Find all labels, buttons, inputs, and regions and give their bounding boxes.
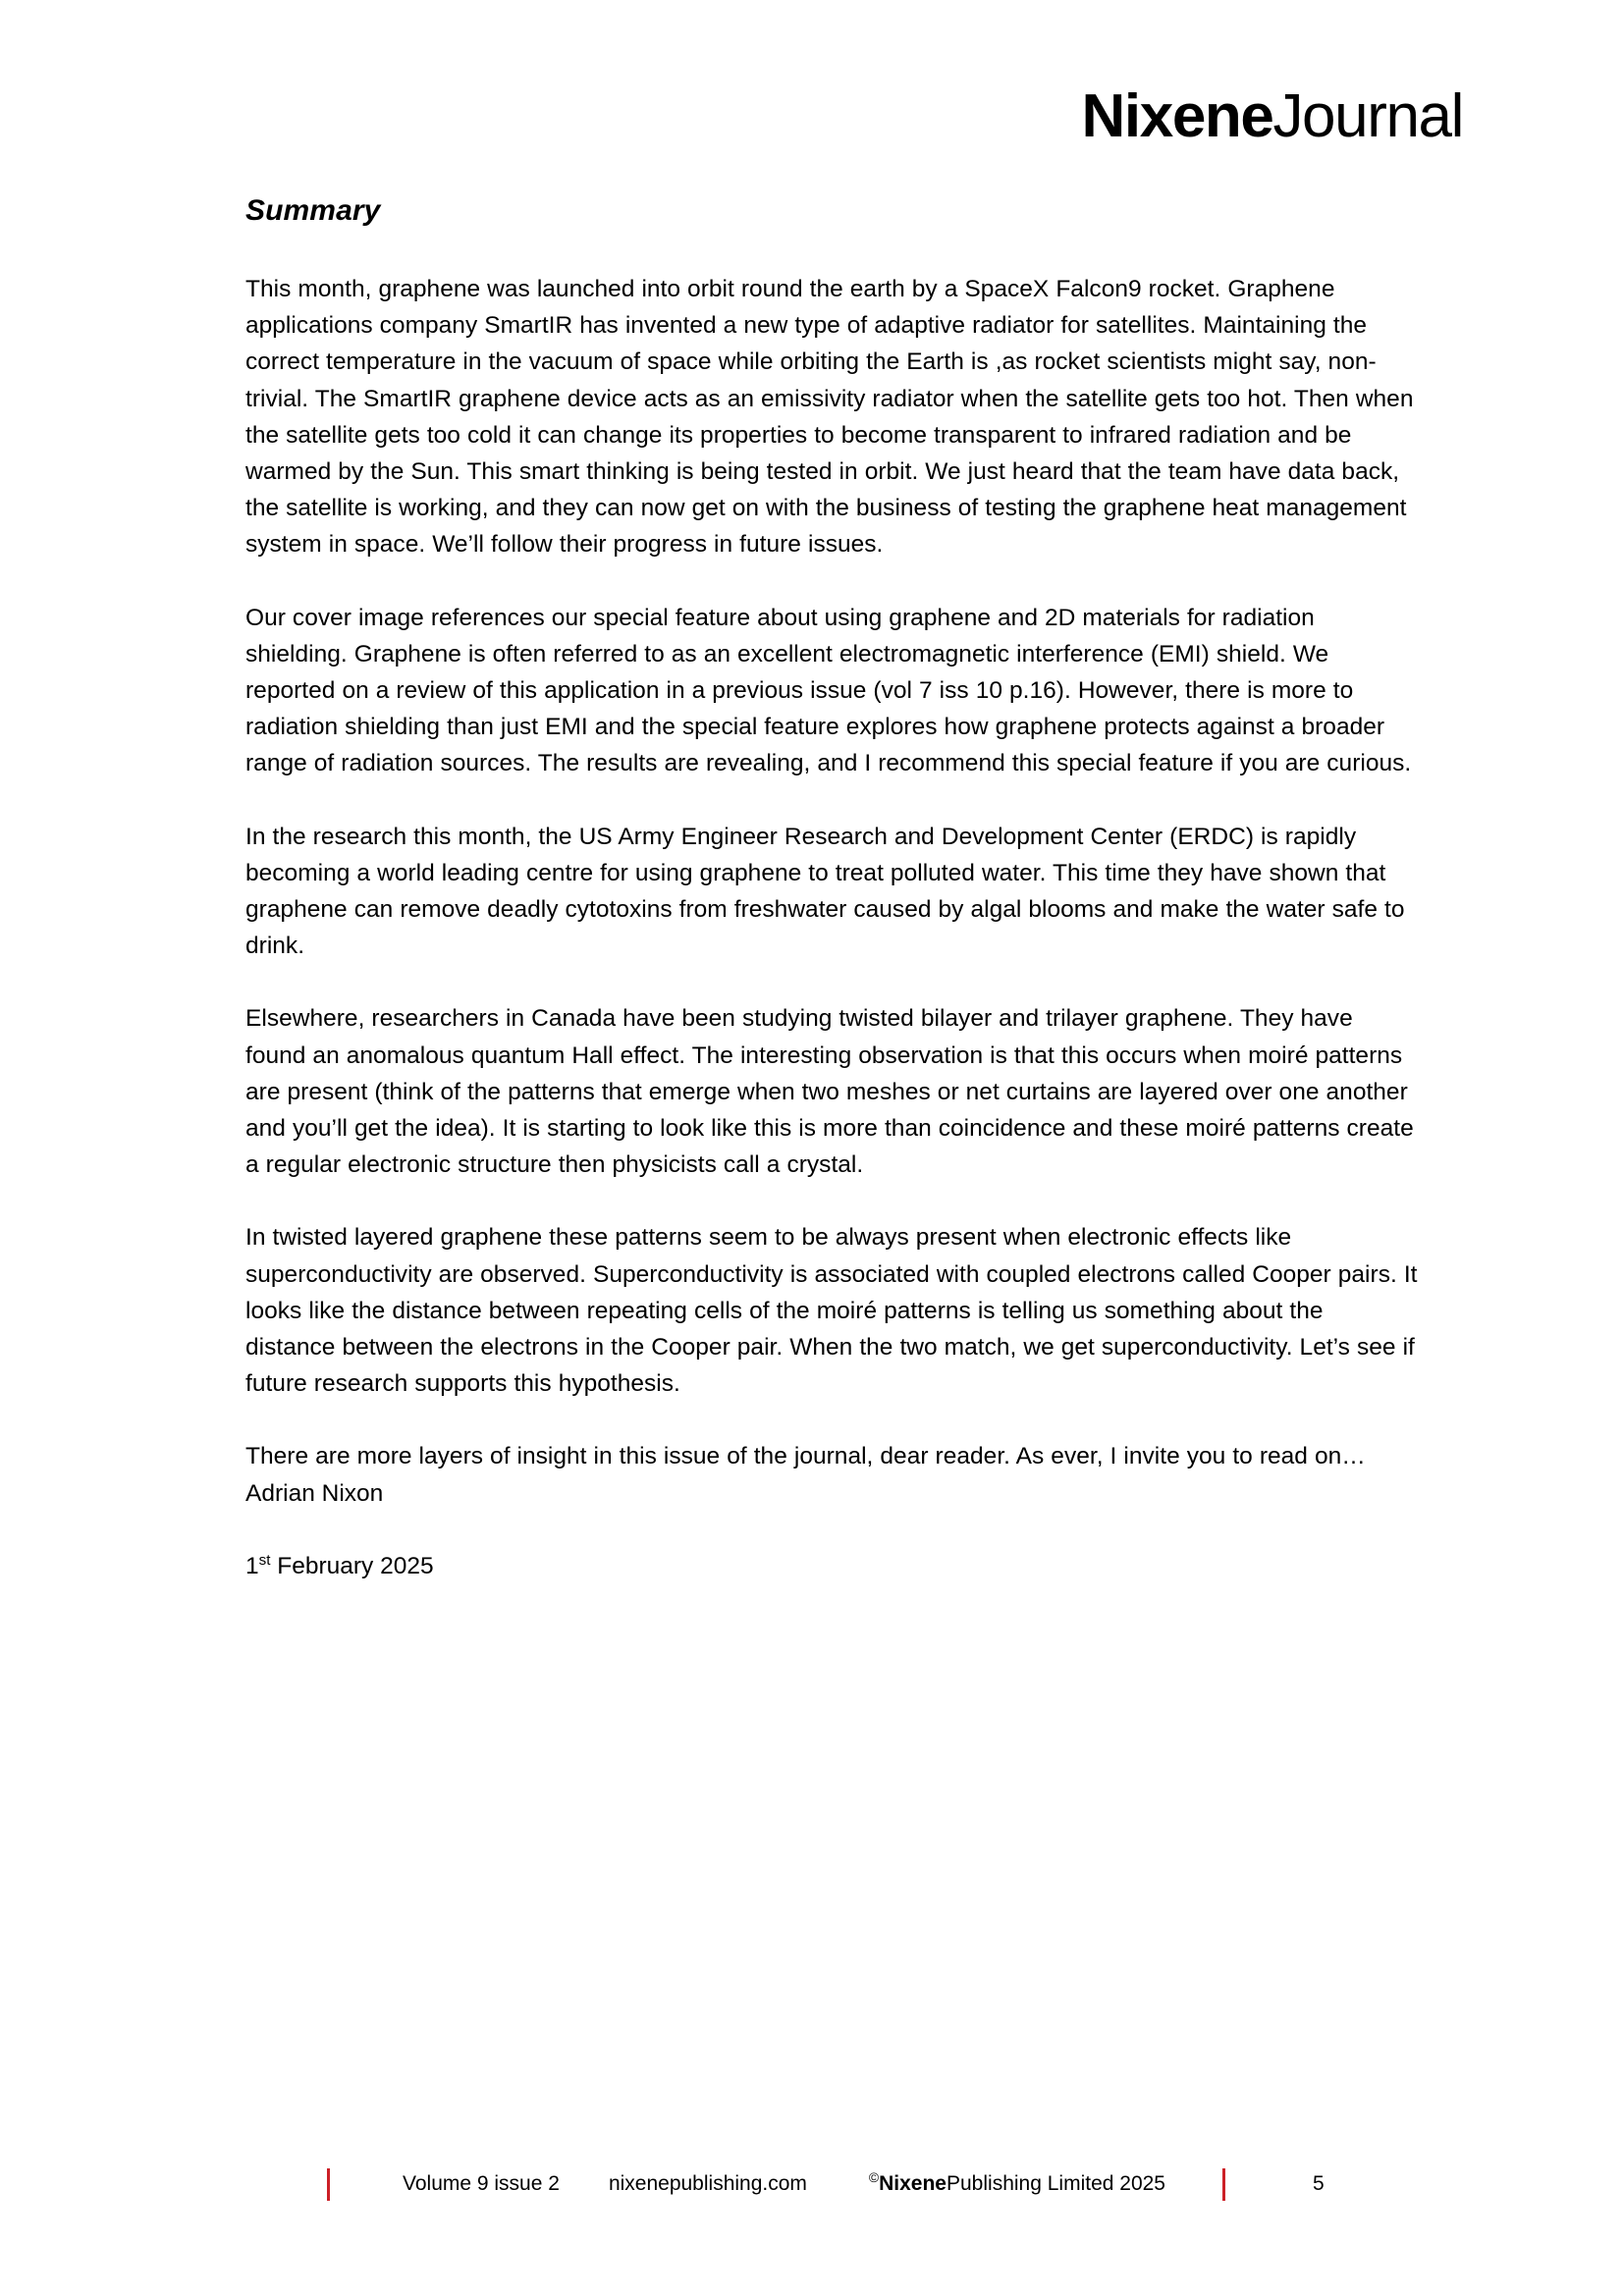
footer-copyright-brand: Nixene	[879, 2172, 947, 2195]
date-month-year: February 2025	[270, 1552, 434, 1579]
footer-copyright	[868, 2169, 1165, 2196]
masthead-logo	[1081, 82, 1463, 150]
footer-divider-left-icon	[327, 2168, 330, 2201]
footer-website[interactable]: nixenepublishing.com	[608, 2172, 807, 2195]
footer-page-number: 5	[1312, 2172, 1325, 2195]
copyright-symbol-icon: ©	[868, 2169, 880, 2185]
paragraph-satellite-graphene: This month, graphene was launched into orbit round the earth by a SpaceX Falcon9 rocket. Graphene applications company SmartIR has invented a new type of adaptive radiator for satellites. Maintaining the correct temperature in the vacuum of space while orbiting the Earth is ,as rocket scientists might say, non-trivial. The SmartIR graphene device acts as an emissivity radiator when the satellite gets too hot. Then when the satellite gets too cold it can change its properties to become transparent to infrared radiation and be warmed by the Sun. This smart thinking is being tested in orbit. We just heard that the team have data back, the satellite is working, and they can now get on with the business of testing the graphene heat management system in space. We’ll follow their progress in future issues.	[245, 276, 1414, 559]
page-footer	[0, 2160, 1623, 2209]
paragraph-closing-invitation: There are more layers of insight in this issue of the journal, dear reader. As ever, I invite you to read on…	[245, 1443, 1366, 1470]
publication-date	[245, 1548, 1419, 1584]
footer-volume-issue: Volume 9 issue 2	[403, 2172, 560, 2195]
page-title: Summary	[245, 194, 381, 227]
date-day-number: 1	[245, 1552, 259, 1579]
date-ordinal-suffix: st	[258, 1551, 271, 1569]
footer-divider-right-icon	[1222, 2168, 1225, 2201]
paragraph-cover-image-radiation-shielding: Our cover image references our special feature about using graphene and 2D materials for radiation shielding. Graphene is often referred to as an excellent electromagnetic interference (EMI) shield. We reported on a review of this application in a previous issue (vol 7 iss 10 p.16). However, there is more to radiation shielding than just EMI and the special feature explores how graphene protects against a broader range of radiation sources. The results are revealing, and I recommend this special feature if you are curious.	[245, 604, 1412, 777]
paragraph-erdc-water-treatment: In the research this month, the US Army Engineer Research and Development Center (ERDC) is rapidly becoming a world leading centre for using graphene to treat polluted water. This time they have shown that graphene can remove deadly cytotoxins from freshwater caused by algal blooms and make the water safe to drink.	[245, 823, 1405, 960]
article-body	[245, 194, 1419, 1584]
logo-brand-bold: Nixene	[1081, 82, 1273, 150]
paragraph-superconductivity-cooper-pairs: In twisted layered graphene these patterns seem to be always present when electronic effects like superconductivity are observed. Superconductivity is associated with coupled electrons called Cooper pairs. It looks like the distance between repeating cells of the moiré patterns is telling us something about the distance between the electrons in the Cooper pair. When the two match, we get superconductivity. Let’s see if future research supports this hypothesis.	[245, 1224, 1418, 1398]
footer-copyright-rest: Publishing Limited 2025	[947, 2172, 1165, 2195]
author-signature: Adrian Nixon	[245, 1479, 384, 1507]
logo-brand-light: Journal	[1272, 82, 1463, 150]
paragraph-canada-moire-quantum-hall: Elsewhere, researchers in Canada have been studying twisted bilayer and trilayer graphene. They have found an anomalous quantum Hall effect. The interesting observation is that this occurs when moiré patterns are present (think of the patterns that emerge when two meshes or net curtains are layered over one another and you’ll get the idea). It is starting to look like this is more than coincidence and these moiré patterns create a regular electronic structure then physicists call a crystal.	[245, 1005, 1414, 1179]
